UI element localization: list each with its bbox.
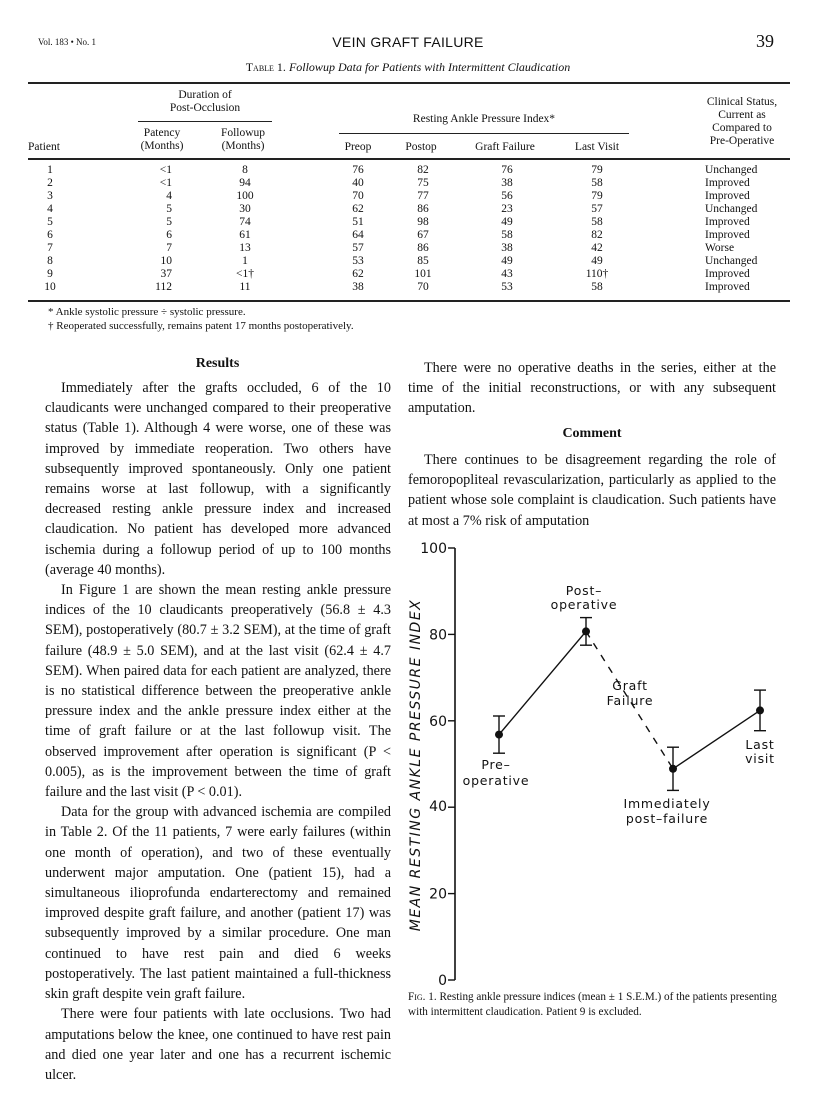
figure-caption xyxy=(408,990,788,1020)
cell-last-visit: 42 xyxy=(591,242,603,254)
cell-patient: 3 xyxy=(47,190,53,202)
footnote-asterisk: * Ankle systolic pressure ÷ systolic pressure. xyxy=(48,306,246,318)
cell-patency: 4 xyxy=(166,190,172,202)
table-row xyxy=(0,242,816,255)
cell-preop: 62 xyxy=(352,268,364,280)
cell-graft-failure: 49 xyxy=(501,255,513,267)
cell-preop: 76 xyxy=(352,164,364,176)
cell-patency: 7 xyxy=(166,242,172,254)
cell-patency: <1 xyxy=(159,177,172,189)
header-last-visit: Last Visit xyxy=(574,141,620,153)
tick-label: 20 xyxy=(429,886,447,903)
paragraph: There continues to be disagreement regarding the role of femoropopliteal revascularization, particularly as applied to the patient whose sole complaint is claudication. Such patients have at most a 7% risk of amputation xyxy=(408,452,776,529)
point-last-visit xyxy=(756,706,764,714)
header-preop: Preop xyxy=(344,141,372,153)
cell-patient: 4 xyxy=(47,203,53,215)
rapi-group-rule xyxy=(339,133,629,134)
cell-postop: 75 xyxy=(417,177,429,189)
cell-status: Unchanged xyxy=(705,203,758,215)
cell-postop: 101 xyxy=(414,268,432,280)
left-column-body xyxy=(45,378,391,1085)
cell-graft-failure: 49 xyxy=(501,216,513,228)
cell-followup: 30 xyxy=(239,203,251,215)
label-pre-operative: operative xyxy=(462,773,530,788)
page-number: 39 xyxy=(756,31,774,51)
cell-last-visit: 110† xyxy=(585,268,609,280)
figure-label: Fig. 1. xyxy=(408,991,437,1003)
cell-postop: 82 xyxy=(417,164,429,176)
header-duration-group xyxy=(130,89,280,115)
cell-last-visit: 58 xyxy=(591,177,603,189)
cell-last-visit: 58 xyxy=(591,281,603,293)
paragraph: There were no operative deaths in the series, either at the time of the initial reconstructions, or with any subsequent amputation. xyxy=(408,360,776,417)
label-graft-failure: Failure xyxy=(606,693,654,708)
label-last-visit: Last xyxy=(745,737,775,752)
cell-postop: 86 xyxy=(417,242,429,254)
cell-patient: 5 xyxy=(47,216,53,228)
cell-graft-failure: 76 xyxy=(501,164,513,176)
header-text: Pre-Operative xyxy=(709,135,775,147)
header-clinical-status xyxy=(692,96,792,148)
cell-postop: 77 xyxy=(417,190,429,202)
table-row xyxy=(0,255,816,268)
cell-patient: 8 xyxy=(47,255,53,267)
cell-last-visit: 49 xyxy=(591,255,603,267)
cell-followup: 74 xyxy=(239,216,251,228)
cell-followup: <1† xyxy=(236,268,254,280)
cell-followup: 13 xyxy=(239,242,251,254)
cell-followup: 1 xyxy=(242,255,248,267)
cell-patient: 6 xyxy=(47,229,53,241)
cell-last-visit: 58 xyxy=(591,216,603,228)
table-row xyxy=(0,203,816,216)
cell-last-visit: 82 xyxy=(591,229,603,241)
running-title: VEIN GRAFT FAILURE xyxy=(332,34,484,50)
y-axis-label: MEAN RESTING ANKLE PRESSURE INDEX xyxy=(408,598,424,932)
table-caption: Followup Data for Patients with Intermittent Claudication xyxy=(288,60,571,74)
label-post-operative: Post– xyxy=(565,583,603,598)
cell-postop: 67 xyxy=(417,229,429,241)
cell-followup: 61 xyxy=(239,229,251,241)
cell-patient: 7 xyxy=(47,242,53,254)
cell-patient: 10 xyxy=(44,281,56,293)
header-text: (Months) xyxy=(140,140,184,152)
point-immediately-post-failure xyxy=(669,765,677,773)
paragraph: Data for the group with advanced ischemia are compiled in Table 2. Of the 11 patients, 7 were early failures (within one month of operation), and two of these eventually underwent major amputation. One (patient 15), had a simultaneous ilioprofunda endarterectomy and remained improved despite graft failure, and another (patient 17) was subsequently improved by a similar procedure. One man continued to have rest pain and died 6 weeks postoperatively. The last patient maintained a full-thickness skin graft despite vein graft failure. xyxy=(45,804,391,1003)
header-text: Followup xyxy=(220,127,266,139)
cell-last-visit: 57 xyxy=(591,203,603,215)
point-labels xyxy=(463,583,775,826)
header-graft-failure: Graft Failure xyxy=(475,141,535,153)
tick-label: 60 xyxy=(429,713,447,730)
point-post-operative xyxy=(582,627,590,635)
running-head xyxy=(0,31,816,54)
cell-graft-failure: 53 xyxy=(501,281,513,293)
table-label: Table 1. xyxy=(245,60,286,74)
right-column-comment xyxy=(408,450,776,531)
figure-1-chart xyxy=(400,530,800,990)
cell-status: Improved xyxy=(705,177,750,189)
tick-label: 100 xyxy=(420,541,447,557)
cell-status: Unchanged xyxy=(705,255,758,267)
table-title xyxy=(0,60,816,75)
cell-patency: <1 xyxy=(159,164,172,176)
cell-graft-failure: 38 xyxy=(501,177,513,189)
cell-preop: 62 xyxy=(352,203,364,215)
cell-status: Improved xyxy=(705,190,750,202)
cell-status: Improved xyxy=(705,216,750,228)
right-column-top xyxy=(408,358,776,419)
label-immediately-post-failure: post–failure xyxy=(625,811,709,826)
volume-number: Vol. 183 • No. 1 xyxy=(38,37,96,47)
cell-graft-failure: 23 xyxy=(501,203,513,215)
header-text: (Months) xyxy=(221,140,265,152)
cell-patency: 5 xyxy=(166,203,172,215)
header-bottom-rule xyxy=(28,158,790,160)
cell-patient: 2 xyxy=(47,177,53,189)
label-graft-failure: Graft xyxy=(612,678,648,693)
table-row xyxy=(0,229,816,242)
cell-followup: 100 xyxy=(236,190,254,202)
table-bottom-rule xyxy=(28,300,790,302)
cell-patient: 1 xyxy=(47,164,53,176)
table-row xyxy=(0,177,816,190)
table-row xyxy=(0,281,816,294)
table-row xyxy=(0,216,816,229)
table-row xyxy=(0,190,816,203)
cell-preop: 53 xyxy=(352,255,364,267)
header-postop: Postop xyxy=(405,141,437,153)
line-segment-pre-post xyxy=(499,631,586,734)
label-last-visit: visit xyxy=(745,751,775,766)
cell-graft-failure: 56 xyxy=(501,190,513,202)
cell-postop: 85 xyxy=(417,255,429,267)
cell-preop: 51 xyxy=(352,216,364,228)
cell-postop: 86 xyxy=(417,203,429,215)
y-ticks xyxy=(448,548,455,980)
cell-followup: 11 xyxy=(239,281,251,293)
header-text: Post-Occlusion xyxy=(169,102,241,114)
figure-caption-text: Resting ankle pressure indices (mean ± 1 S.E.M.) of the patients presenting with intermittent claudication. Patient 9 is excluded. xyxy=(408,991,777,1018)
cell-status: Improved xyxy=(705,229,750,241)
cell-patient: 9 xyxy=(47,268,53,280)
cell-preop: 38 xyxy=(352,281,364,293)
cell-status: Improved xyxy=(705,281,750,293)
cell-graft-failure: 58 xyxy=(501,229,513,241)
label-immediately-post-failure: Immediately xyxy=(623,796,711,811)
tick-label: 80 xyxy=(429,627,447,644)
cell-preop: 57 xyxy=(352,242,364,254)
cell-status: Worse xyxy=(705,242,735,254)
header-text: Clinical Status, xyxy=(706,96,778,108)
header-patient: Patient xyxy=(28,141,60,153)
cell-patency: 10 xyxy=(160,255,172,267)
results-heading: Results xyxy=(195,356,240,371)
cell-patency: 6 xyxy=(166,229,172,241)
cell-preop: 40 xyxy=(352,177,364,189)
duration-group-rule xyxy=(138,121,272,122)
cell-postop: 98 xyxy=(417,216,429,228)
cell-preop: 64 xyxy=(352,229,364,241)
tick-label: 40 xyxy=(429,799,447,816)
cell-preop: 70 xyxy=(352,190,364,202)
header-text: Compared to xyxy=(712,122,772,134)
point-pre-operative xyxy=(495,731,503,739)
cell-last-visit: 79 xyxy=(591,164,603,176)
footnote-dagger: † Reoperated successfully, remains patent 17 months postoperatively. xyxy=(48,320,354,332)
table-row xyxy=(0,164,816,177)
cell-patency: 37 xyxy=(160,268,172,280)
header-text: Duration of xyxy=(178,89,232,101)
header-patency xyxy=(132,127,192,153)
cell-status: Improved xyxy=(705,268,750,280)
cell-postop: 70 xyxy=(417,281,429,293)
table-row xyxy=(0,268,816,281)
cell-followup: 94 xyxy=(239,177,251,189)
table-top-rule xyxy=(28,82,790,84)
cell-graft-failure: 43 xyxy=(501,268,513,280)
cell-followup: 8 xyxy=(242,164,248,176)
header-text: Current as xyxy=(718,109,766,121)
header-followup xyxy=(210,127,276,153)
header-text: Patency xyxy=(143,127,181,139)
tick-label: 0 xyxy=(438,973,447,989)
label-post-operative: operative xyxy=(550,597,618,612)
comment-heading: Comment xyxy=(562,426,622,441)
cell-patency: 5 xyxy=(166,216,172,228)
paragraph: There were four patients with late occlusions. Two had amputations below the knee, one continued to have rest pain and died one year later and one has a recurrent ischemic ulcer. xyxy=(45,1006,391,1083)
label-pre-operative: Pre– xyxy=(481,757,511,772)
header-rapi-group: Resting Ankle Pressure Index* xyxy=(412,113,556,125)
y-tick-labels xyxy=(420,541,447,989)
paragraph: Immediately after the grafts occluded, 6 of the 10 claudicants were unchanged compared to their preoperative status (Table 1). Although 4 were worse, one of these was improved by immediate reoperation. Two others have subsequently improved spontaneously. Only one patient remains worse at last followup, with a significantly decreased resting ankle pressure index and increased claudication. No patient has developed more advanced ischemia during a followup period of up to 100 months (average 40 months). xyxy=(45,380,391,578)
cell-status: Unchanged xyxy=(705,164,758,176)
cell-graft-failure: 38 xyxy=(501,242,513,254)
cell-patency: 112 xyxy=(155,281,172,293)
cell-last-visit: 79 xyxy=(591,190,603,202)
paragraph: In Figure 1 are shown the mean resting ankle pressure indices of the 10 claudicants preoperatively (56.8 ± 4.3 SEM), postoperatively (80.7 ± 3.2 SEM), at the time of graft failure (48.9 ± 5.0 SEM), and at the last visit (62.4 ± 4.7 SEM). When paired data for each patient are analyzed, there is no statistical difference between the preoperative ankle pressure index and the ankle pressure index either at the time of graft failure or at the last followup visit. The observed improvement after operation is significant (P < 0.005), as is the improvement between the time of graft failure and the last visit (P < 0.01). xyxy=(45,582,391,801)
